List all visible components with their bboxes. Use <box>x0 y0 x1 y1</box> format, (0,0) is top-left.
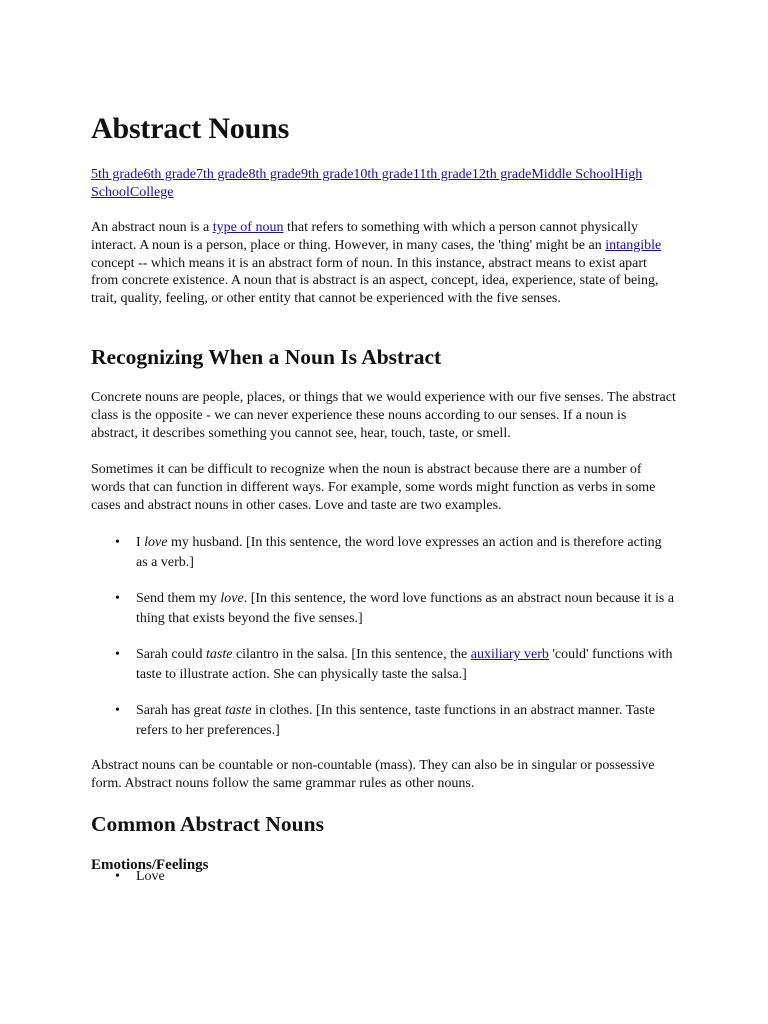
example-text: . [In this sentence, the word love functions as an abstract noun because it is a thing that exists beyond the five senses.] <box>136 591 675 626</box>
example-text: Send them my <box>136 591 221 606</box>
page-title: Abstract Nouns <box>91 112 290 145</box>
example-text: my husband. [In this sentence, the word love expresses an action and is therefore acting as a verb.] <box>136 535 662 570</box>
subheading-emotions: Emotions/Feelings <box>91 857 209 873</box>
example-text: 'could' functions with taste to illustrate action. She can physically taste the salsa.] <box>136 647 673 682</box>
list-item <box>91 867 676 887</box>
example-text: Sarah could <box>136 647 206 662</box>
grade-link-9th[interactable]: 9th grade <box>300 167 354 182</box>
example-emphasis: love <box>144 535 168 550</box>
example-emphasis: taste <box>205 647 233 662</box>
grade-links <box>91 166 676 201</box>
grade-link-7th[interactable]: 7th grade <box>195 167 249 182</box>
bullet-icon: • <box>115 647 120 662</box>
example-text: Sarah has great <box>136 703 226 718</box>
grade-link-high-school[interactable]: High School <box>91 167 643 200</box>
intro-text-3: concept -- which means it is an abstract form of noun. In this instance, abstract means to exist apart from concrete existence. A noun that is abstract is an aspect, concept, idea, experience, state of being, trait, quality, feeling, or other entity that cannot be experienced with the five senses. <box>91 255 659 307</box>
list-item <box>91 589 676 628</box>
grade-link-10th[interactable]: 10th grade <box>353 167 413 182</box>
intro-text-1: An abstract noun is a <box>91 220 213 235</box>
examples-list <box>91 533 676 757</box>
list-item <box>91 645 676 684</box>
type-of-noun-link[interactable]: type of noun <box>212 220 284 235</box>
example-text: in clothes. [In this sentence, taste functions in an abstract manner. Taste refers to her preferences.] <box>136 703 655 738</box>
section-heading-recognizing: Recognizing When a Noun Is Abstract <box>91 345 442 369</box>
concrete-vs-abstract-paragraph: Concrete nouns are people, places, or things that we would experience with our five senses. The abstract class is the opposite - we can never experience these nouns according to our senses. If a noun is abstract, it describes something you cannot see, hear, touch, taste, or smell. <box>91 390 676 441</box>
bullet-icon: • <box>115 869 120 884</box>
intangible-link[interactable]: intangible <box>605 237 662 253</box>
grade-link-5th[interactable]: 5th grade <box>91 167 144 182</box>
countable-paragraph: Abstract nouns can be countable or non-countable (mass). They can also be in singular or possessive form. Abstract nouns follow the same grammar rules as other nouns. <box>91 758 655 791</box>
intro-text-2: that refers to something with which a person cannot physically interact. A noun is a person, place or thing. However, in many cases, the 'thing' might be an <box>91 220 639 253</box>
difficulty-paragraph: Sometimes it can be difficult to recognize when the noun is abstract because there are a number of words that can function in different ways. For example, some words might function as verbs in some cases and abstract nouns in other cases. Love and taste are two examples. <box>91 462 656 513</box>
list-item <box>91 533 676 572</box>
bullet-icon: • <box>115 703 120 718</box>
example-text: cilantro in the salsa. [In this sentence, the <box>232 647 471 662</box>
grade-link-12th[interactable]: 12th grade <box>471 167 532 182</box>
grade-link-11th[interactable]: 11th grade <box>412 167 472 182</box>
grade-link-middle-school[interactable]: Middle School <box>531 167 615 182</box>
example-text: I <box>136 535 145 550</box>
noun-item: Love <box>136 869 165 884</box>
grade-link-college[interactable]: College <box>129 184 174 200</box>
bullet-icon: • <box>115 591 120 606</box>
example-emphasis: love <box>220 591 244 606</box>
grade-link-6th[interactable]: 6th grade <box>143 167 196 182</box>
example-emphasis: taste <box>225 703 252 718</box>
section-heading-common: Common Abstract Nouns <box>91 812 324 836</box>
emotions-list <box>91 867 676 887</box>
grade-link-8th[interactable]: 8th grade <box>248 167 301 182</box>
bullet-icon: • <box>115 535 120 550</box>
intro-paragraph <box>91 219 676 308</box>
list-item <box>91 701 676 740</box>
auxiliary-verb-link[interactable]: auxiliary verb <box>470 647 549 662</box>
